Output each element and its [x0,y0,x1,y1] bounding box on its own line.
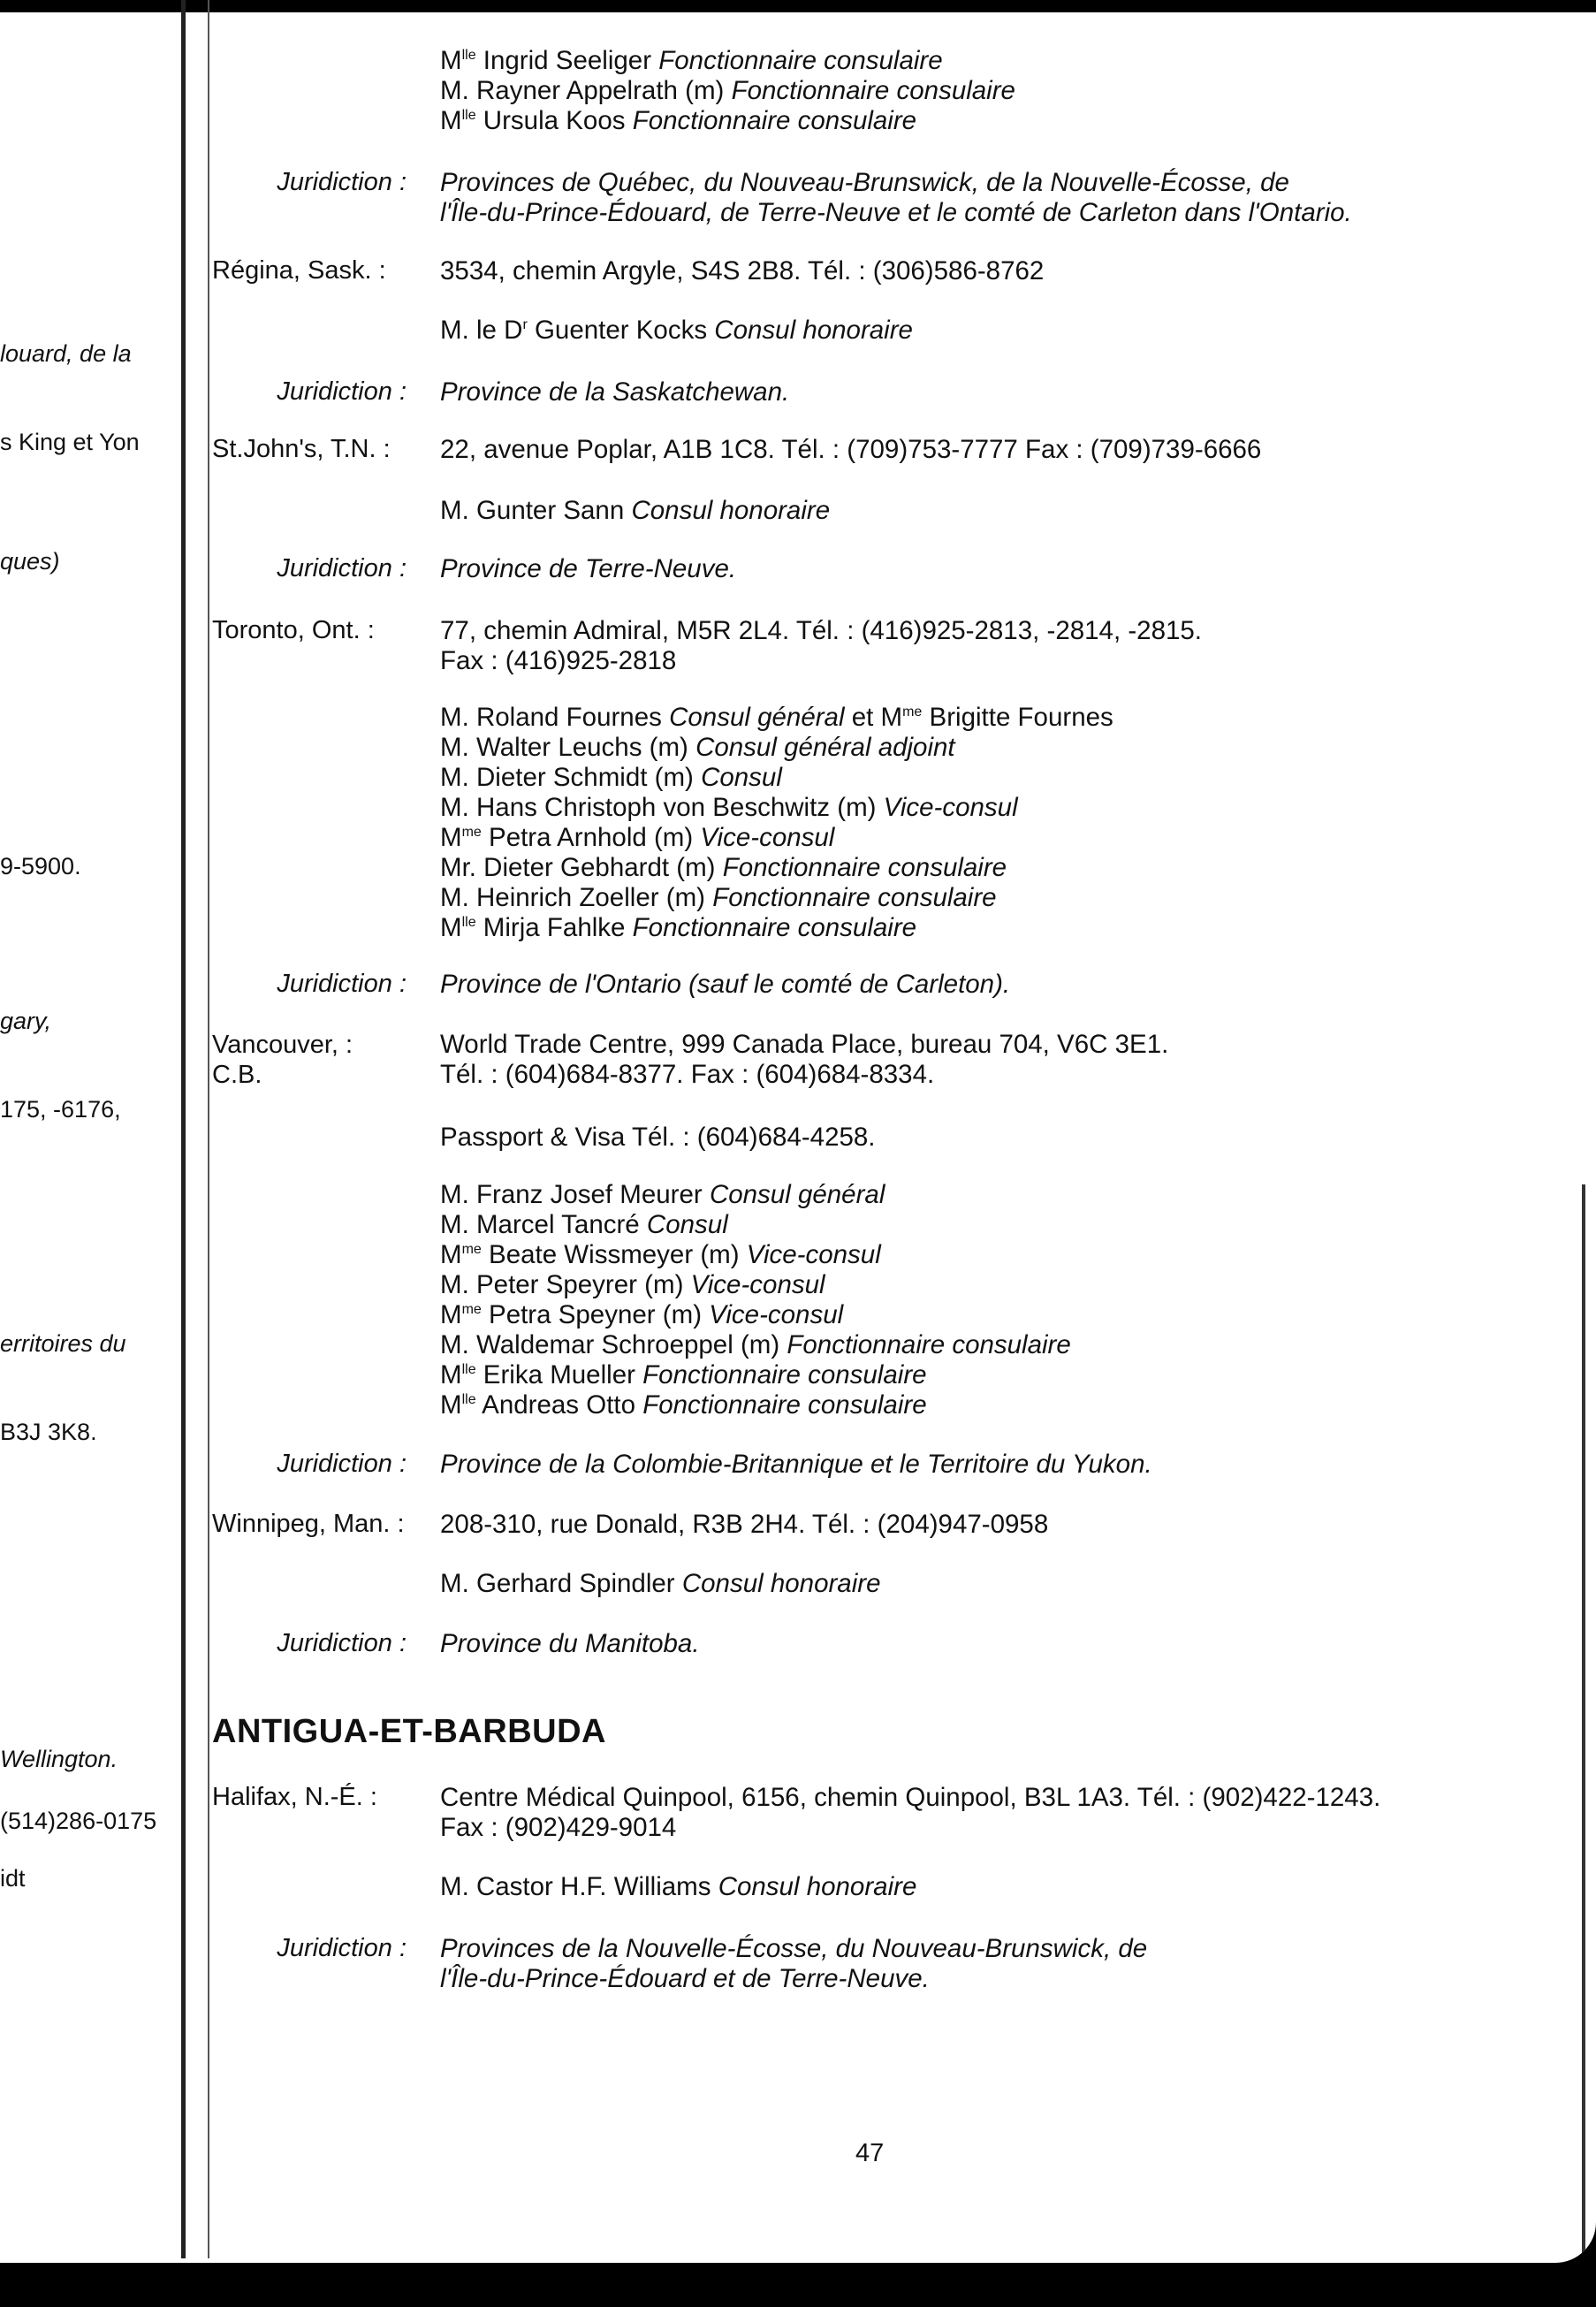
address-line: Centre Médical Quinpool, 6156, chemin Quinpool, B3L 1A3. Tél. : (902)422-1243. [440,1783,1381,1812]
juridiction-label: Juridiction : [277,1934,407,1962]
title-superscript: lle [461,48,476,64]
staff-name: Ursula Koos [483,106,626,135]
staff-role: Vice-consul [700,823,835,852]
staff-line [440,1180,1071,1210]
city-label-winnipeg: Winnipeg, Man. : [212,1510,405,1538]
stjohns-jurisdiction: Province de Terre-Neuve. [440,554,737,583]
city-label-regina: Régina, Sask. : [212,256,386,285]
book-spine-shadow [208,0,209,2258]
winnipeg-consul [440,1569,881,1599]
address-line: Tél. : (604)684-8377. Fax : (604)684-8334. [440,1060,935,1089]
staff-name: Dieter Schmidt (m) [475,763,694,792]
juridiction-label: Juridiction : [277,377,407,406]
staff-line [440,733,1113,763]
consul-title: M. le D [440,316,523,345]
quebec-jurisdiction [440,168,1352,228]
staff-role: Consul général [709,1180,885,1209]
vancouver-staff-list [440,1180,1071,1420]
left-page-fragment: 9-5900. [0,853,81,879]
staff-role: Fonctionnaire consulaire [787,1330,1071,1359]
staff-name: Beate Wissmeyer (m) [489,1240,740,1269]
staff-title: M [440,1390,462,1420]
staff-name: Rayner Appelrath (m) [475,76,725,105]
staff-line [440,106,1015,136]
staff-role: Vice-consul [883,793,1018,822]
staff-name: Marcel Tancré [475,1210,640,1239]
staff-name: Franz Josef Meurer [475,1180,703,1209]
staff-role: Fonctionnaire consulaire [632,106,917,135]
staff-line [440,703,1113,733]
city-label-halifax: Halifax, N.-É. : [212,1783,377,1811]
staff-line [440,1300,1071,1330]
winnipeg-address: 208-310, rue Donald, R3B 2H4. Tél. : (204)947-0958 [440,1510,1049,1539]
staff-title: M [440,106,462,135]
section-heading-antigua: ANTIGUA-ET-BARBUDA [212,1713,606,1750]
left-page-fragment: 175, -6176, [0,1096,121,1123]
staff-line [440,1330,1071,1360]
stjohns-address: 22, avenue Poplar, A1B 1C8. Tél. : (709)753-7777 Fax : (709)739-6666 [440,435,1262,464]
staff-name: Dieter Gebhardt (m) [483,853,716,882]
consul-role: Consul honoraire [681,1569,881,1598]
address-line: Fax : (902)429-9014 [440,1813,677,1842]
title-superscript: me [461,1302,482,1318]
jurisdiction-line: l'Île-du-Prince-Édouard, de Terre-Neuve et le comté de Carleton dans l'Ontario. [440,198,1352,227]
staff-role: Fonctionnaire consulaire [632,913,917,942]
staff-role: Fonctionnaire consulaire [658,46,943,75]
staff-line [440,823,1113,853]
vancouver-passport: Passport & Visa Tél. : (604)684-4258. [440,1123,876,1152]
staff-name: Andreas Otto [482,1390,635,1420]
staff-name: Petra Speyner (m) [489,1300,703,1329]
address-line: 77, chemin Admiral, M5R 2L4. Tél. : (416)925-2813, -2814, -2815. [440,616,1202,645]
city-label-stjohns: St.John's, T.N. : [212,435,391,463]
toronto-staff-rest [440,733,1113,943]
juridiction-label: Juridiction : [277,970,407,998]
title-superscript: me [902,704,923,720]
regina-jurisdiction: Province de la Saskatchewan. [440,377,790,407]
staff-name: Hans Christoph von Beschwitz (m) [475,793,877,822]
scan-top-edge [0,0,1596,12]
staff-role: Fonctionnaire consulaire [712,883,997,912]
jurisdiction-line: l'Île-du-Prince-Édouard et de Terre-Neuve. [440,1964,930,1993]
title-superscript: lle [461,1392,476,1408]
juridiction-label: Juridiction : [277,554,407,582]
quebec-staff-list [440,46,1015,136]
staff-role: Vice-consul [709,1300,844,1329]
staff-name: M. Roland Fournes [440,703,662,732]
staff-name: Ingrid Seeliger [483,46,652,75]
staff-role: Vice-consul [746,1240,881,1269]
staff-line [440,913,1113,943]
consul-role: Consul honoraire [631,496,831,525]
book-spine [181,0,186,2258]
regina-consul [440,316,913,346]
staff-line [440,883,1113,913]
staff-line [440,76,1015,106]
address-line: World Trade Centre, 999 Canada Place, bureau 704, V6C 3E1. [440,1030,1169,1059]
staff-line [440,1240,1071,1270]
staff-title: M [440,1360,462,1390]
staff-role: Consul [646,1210,728,1239]
staff-title: M. [440,76,469,105]
staff-name: Mirja Fahlke [483,913,626,942]
toronto-jurisdiction: Province de l'Ontario (sauf le comté de Carleton). [440,970,1011,999]
left-page-fragment: s King et Yon [0,429,140,455]
staff-role: Fonctionnaire consulaire [642,1390,927,1420]
staff-line [440,1210,1071,1240]
staff-title: M. [440,763,469,792]
vancouver-address [440,1030,1168,1090]
title-superscript: lle [461,108,476,124]
consul-name: Guenter Kocks [534,316,708,345]
left-page-fragment: gary, [0,1008,52,1034]
staff-name: Petra Arnhold (m) [489,823,694,852]
city-label-vancouver [212,1030,353,1090]
staff-title: M [440,1240,462,1269]
staff-line [440,1270,1071,1300]
staff-title: M. [440,1270,469,1299]
staff-title: M. [440,883,469,912]
city-line: C.B. [212,1061,262,1089]
left-page-fragment: idt [0,1865,26,1892]
toronto-staff-list [440,703,1113,943]
staff-title: M. [440,1180,469,1209]
title-superscript: me [461,1242,482,1258]
left-page-fragment: Wellington. [0,1746,118,1772]
antigua-jurisdiction [440,1934,1147,1994]
city-label-toronto: Toronto, Ont. : [212,616,375,644]
staff-line [440,793,1113,823]
staff-name: Peter Speyrer (m) [475,1270,684,1299]
staff-name: Erika Mueller [483,1360,635,1390]
staff-title: M. [440,733,469,762]
staff-role: Vice-consul [690,1270,825,1299]
left-page-fragment: (514)286-0175 [0,1808,157,1834]
staff-line [440,1360,1071,1390]
staff-conjunction: et M [851,703,903,732]
staff-role: Consul général adjoint [695,733,955,762]
juridiction-label: Juridiction : [277,1629,407,1657]
staff-title: M [440,913,462,942]
staff-name: Walter Leuchs (m) [475,733,688,762]
consul-name: M. Gunter Sann [440,496,625,525]
address-line: Fax : (416)925-2818 [440,646,677,675]
jurisdiction-line: Provinces de la Nouvelle-Écosse, du Nouveau-Brunswick, de [440,1934,1148,1963]
staff-name: Waldemar Schroeppel (m) [475,1330,780,1359]
left-page-fragment: louard, de la [0,340,132,367]
staff-role: Consul [701,763,782,792]
consul-role: Consul honoraire [714,316,913,345]
title-superscript: r [522,317,528,333]
regina-address: 3534, chemin Argyle, S4S 2B8. Tél. : (306)586-8762 [440,256,1045,286]
staff-title: M [440,823,462,852]
juridiction-label: Juridiction : [277,168,407,196]
staff-title: M [440,46,462,75]
title-superscript: me [461,825,482,841]
consul-role: Consul honoraire [718,1872,917,1901]
page-number: 47 [855,2139,885,2167]
jurisdiction-line: Provinces de Québec, du Nouveau-Brunswick, de la Nouvelle-Écosse, de [440,168,1289,197]
left-page-fragment: B3J 3K8. [0,1419,97,1445]
toronto-address [440,616,1202,676]
scan-right-edge [1582,1184,1585,2263]
staff-title: M. [440,793,469,822]
staff-title: M. [440,1210,469,1239]
antigua-address [440,1783,1380,1843]
staff-role: Fonctionnaire consulaire [642,1360,927,1390]
juridiction-label: Juridiction : [277,1450,407,1478]
staff-line [440,763,1113,793]
staff-title: Mr. [440,853,476,882]
stjohns-consul [440,496,830,526]
left-page-fragment: ques) [0,548,60,575]
staff-role: Fonctionnaire consulaire [731,76,1015,105]
staff-line [440,46,1015,76]
staff-name: Heinrich Zoeller (m) [475,883,705,912]
winnipeg-jurisdiction: Province du Manitoba. [440,1629,700,1658]
left-page-fragment: erritoires du [0,1330,126,1357]
city-line: Vancouver, : [212,1031,353,1059]
consul-name: M. Castor H.F. Williams [440,1872,711,1901]
staff-line [440,853,1113,883]
antigua-consul [440,1872,916,1902]
staff-role: Fonctionnaire consulaire [722,853,1007,882]
staff-role: Consul général [669,703,845,732]
vancouver-jurisdiction: Province de la Colombie-Britannique et le Territoire du Yukon. [440,1450,1152,1479]
staff-title: M. [440,1330,469,1359]
staff-title: M [440,1300,462,1329]
consul-name: M. Gerhard Spindler [440,1569,675,1598]
staff-line [440,1390,1071,1420]
title-superscript: lle [461,1362,476,1378]
staff-name: Brigitte Fournes [929,703,1113,732]
title-superscript: lle [461,915,476,931]
